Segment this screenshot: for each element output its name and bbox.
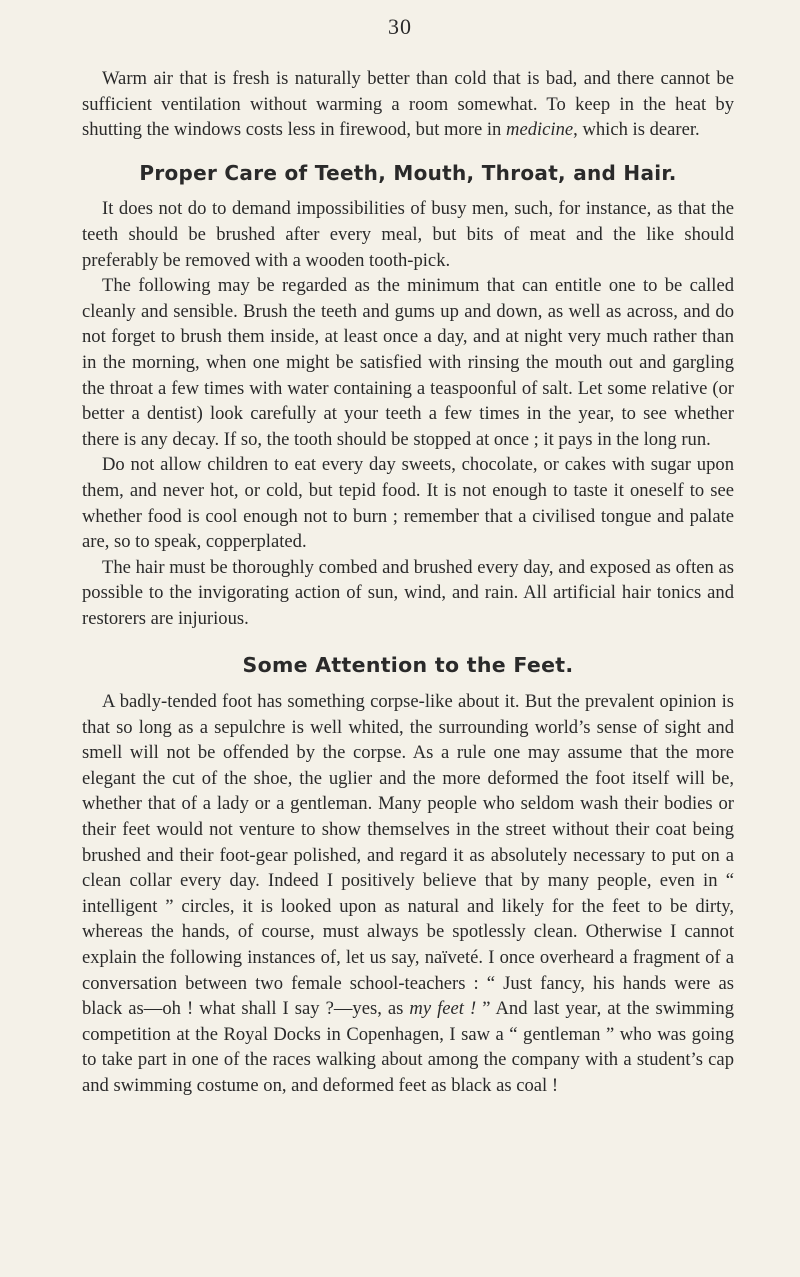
section-heading-teeth: Proper Care of Teeth, Mouth, Throat, and Hair. <box>139 160 677 185</box>
paragraph: Do not allow children to eat every day sweets, chocolate, or cakes with sugar upon them, and never hot, or cold, but tepid food. It is not enough to taste it oneself to see whether food is cool enough not to burn ; remember that a civilised tongue and palate are, so to speak, copperplated. <box>82 454 734 553</box>
intro-italic: medicine <box>506 119 574 141</box>
paragraph: The hair must be thoroughly combed and brushed every day, and exposed as often as possible to the invigorating action of sun, wind, and rain. All artificial hair tonics and restorers are injurious. <box>82 556 734 629</box>
intro-paragraph <box>82 66 734 143</box>
feet-italic: my feet ! <box>409 998 477 1020</box>
text-column <box>82 66 734 1099</box>
section-heading-feet: Some Attention to the Feet. <box>242 653 574 678</box>
intro-text-before: Warm air that is fresh is naturally better than cold that is bad, and there cannot be sufficient ventilation without warming a room somewhat. To keep in the heat by shutting the windows costs less in firewood, but more in <box>82 68 734 141</box>
intro-text-after: , which is dearer. <box>573 119 700 141</box>
feet-paragraph <box>82 689 734 1099</box>
feet-text-before: A badly-tended foot has something corpse-like about it. But the prevalent opinion is that so long as a sepulchre is well whited, the surrounding world’s sense of sight and smell will not be offended by the corpse. As a rule one may assume that the more elegant the cut of the shoe, the uglier and the more deformed the foot itself will be, whether that of a lady or a gentleman. Many people who seldom wash their bodies or their feet would not venture to show themselves in the street without their coat being brushed and their foot-gear polished, and regard it as absolutely necessary to put on a clean collar every day. Indeed I positively believe that by many people, even in “ intelligent ” circles, it is looked upon as natural and likely for the feet to be dirty, whereas the hands, of course, must always be spotlessly clean. Otherwise I cannot explain the following instances of, let us say, naïveté. I once overheard a fragment of a conversation between two female school-teachers : “ Just fancy, his hands were as black as—oh ! what shall I say ?—yes, as <box>82 691 734 1020</box>
page-number: 30 <box>388 14 412 39</box>
feet-text-after: ” And last year, at the swimming competition at the Royal Docks in Copenhagen, I saw a “ gentleman ” who was going to take part in one of the races walking about among the company with a student’s cap and swimming costume on, and deformed feet as black as coal ! <box>82 998 735 1096</box>
paragraph: It does not do to demand impossibilities of busy men, such, for instance, as that the teeth should be brushed after every meal, but bits of meat and the like should preferably be removed with a wooden tooth-pick. <box>82 198 734 271</box>
paragraph: The following may be regarded as the minimum that can entitle one to be called cleanly and sensible. Brush the teeth and gums up and down, as well as across, and do not forget to brush them inside, at least once a day, and at night very much rather than in the morning, when one might be satisfied with rinsing the mouth out and gargling the throat a few times with water containing a teaspoonful of salt. Let some relative (or better a dentist) look carefully at your teeth a few times in the year, to see whether there is any decay. If so, the tooth should be stopped at once ; it pays in the long run. <box>82 275 734 450</box>
